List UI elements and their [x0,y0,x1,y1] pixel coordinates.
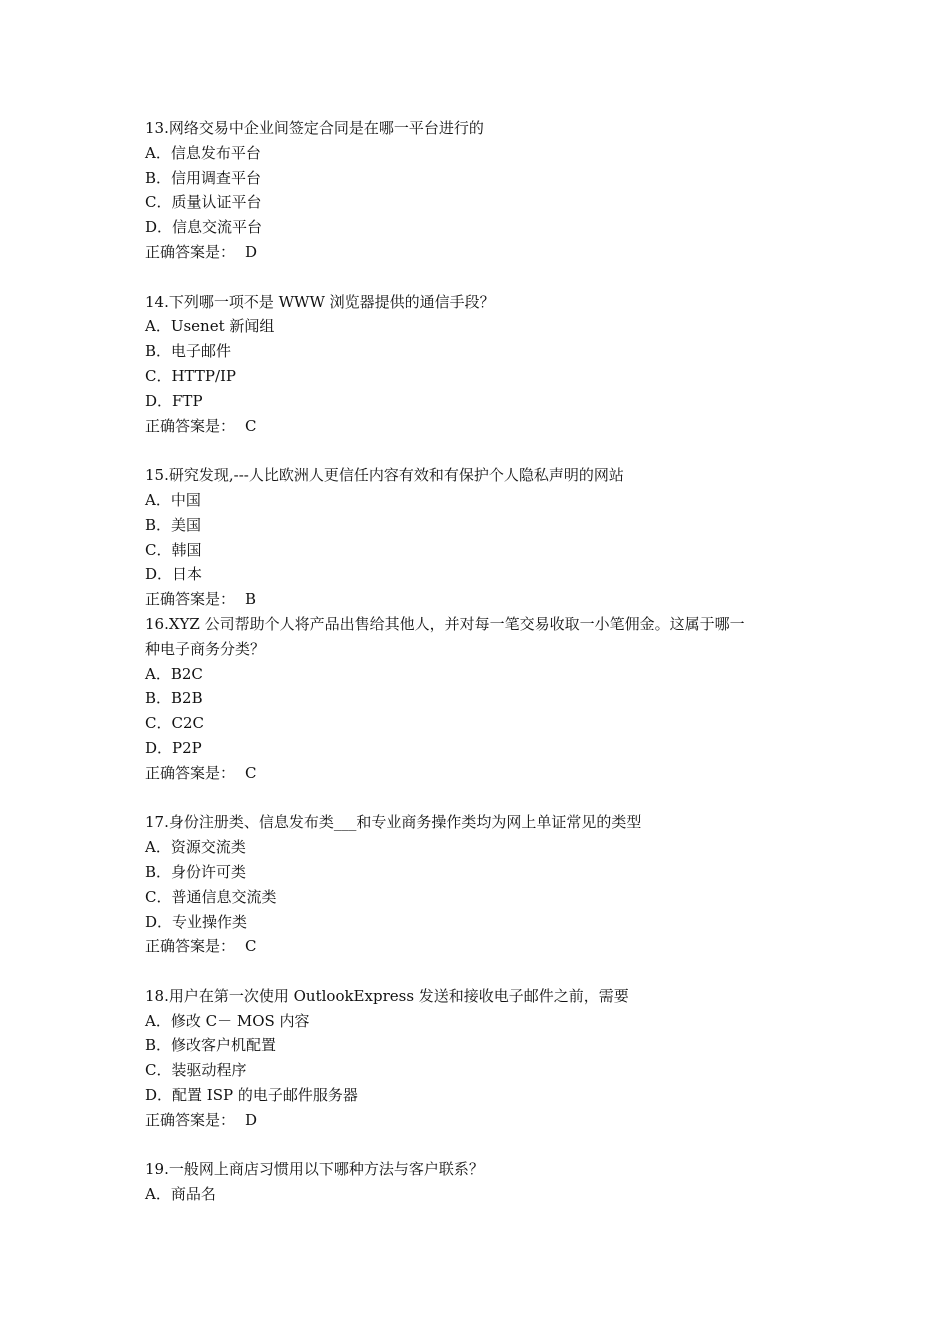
answer-line [145,934,825,959]
spacer [145,438,825,463]
option-b: B．美国 [145,515,202,534]
answer-label: 正确答案是： [145,242,236,261]
spacer [145,786,825,811]
option-d: D．配置 ISP 的电子邮件服务器 [145,1086,358,1105]
answer-value: B [245,590,257,609]
answer-label: 正确答案是： [145,937,236,956]
question-text: 13.网络交易中企业间签定合同是在哪一平台进行的 [145,119,484,137]
question-block-16 [145,612,825,786]
question-text: 19.一般网上商店习惯用以下哪种方法与客户联系？ [145,1160,484,1179]
answer-value: D [245,242,258,261]
question-text: 18.用户在第一次使用 OutlookExpress 发送和接收电子邮件之前，需要 [145,986,629,1005]
answer-value: C [245,416,257,435]
answer-line [145,761,825,786]
option-a: A．修改 C－ MOS 内容 [145,1011,310,1030]
question-text: 15.研究发现,---人比欧洲人更信任内容有效和有保护个人隐私声明的网站 [145,466,624,485]
question-block-17 [145,810,825,959]
question-block-19 [145,1157,825,1207]
answer-line [145,1108,825,1133]
answer-label: 正确答案是： [145,590,236,609]
spacer [145,959,825,984]
option-a: A．信息发布平台 [145,143,261,162]
option-b: B．B2B [145,689,203,708]
answer-line [145,240,825,265]
option-d: D．日本 [145,565,203,584]
option-d: D．信息交流平台 [145,218,263,237]
document-page [145,116,825,1207]
option-b: B．身份许可类 [145,862,247,881]
option-c: C．普通信息交流类 [145,887,277,906]
answer-label: 正确答案是： [145,763,236,782]
answer-value: D [245,1110,258,1129]
answer-label: 正确答案是： [145,1110,236,1129]
question-text: 16.XYZ 公司帮助个人将产品出售给其他人，并对每一笔交易收取一小笔佣金。这属于哪一 [145,614,745,633]
option-c: C．质量认证平台 [145,193,262,212]
option-a: A．中国 [145,490,201,509]
option-a: A．商品名 [145,1185,216,1204]
question-text: 17.身份注册类、信息发布类___和专业商务操作类均为网上单证常见的类型 [145,813,642,832]
option-c: C．C2C [145,714,204,733]
question-block-13 [145,116,825,265]
answer-label: 正确答案是： [145,416,236,435]
question-text: 14.下列哪一项不是 WWW 浏览器提供的通信手段？ [145,292,495,311]
answer-value: C [245,937,257,956]
option-a: A．Usenet 新闻组 [145,317,275,336]
option-d: D．专业操作类 [145,912,248,931]
option-c: C．装驱动程序 [145,1061,247,1080]
option-b: B．修改客户机配置 [145,1036,277,1055]
question-block-15 [145,463,825,612]
question-block-14 [145,290,825,439]
question-block-18 [145,984,825,1133]
option-b: B．信用调查平台 [145,168,262,187]
option-d: D．FTP [145,391,203,410]
spacer [145,1133,825,1158]
option-d: D．P2P [145,738,202,757]
spacer [145,265,825,290]
option-a: A．资源交流类 [145,838,246,857]
option-a: A．B2C [145,664,203,683]
option-c: C．HTTP/IP [145,366,237,385]
answer-line [145,587,825,612]
answer-value: C [245,763,257,782]
option-b: B．电子邮件 [145,342,232,361]
answer-line [145,414,825,439]
option-c: C．韩国 [145,540,202,559]
question-text-cont: 种电子商务分类？ [145,639,266,658]
